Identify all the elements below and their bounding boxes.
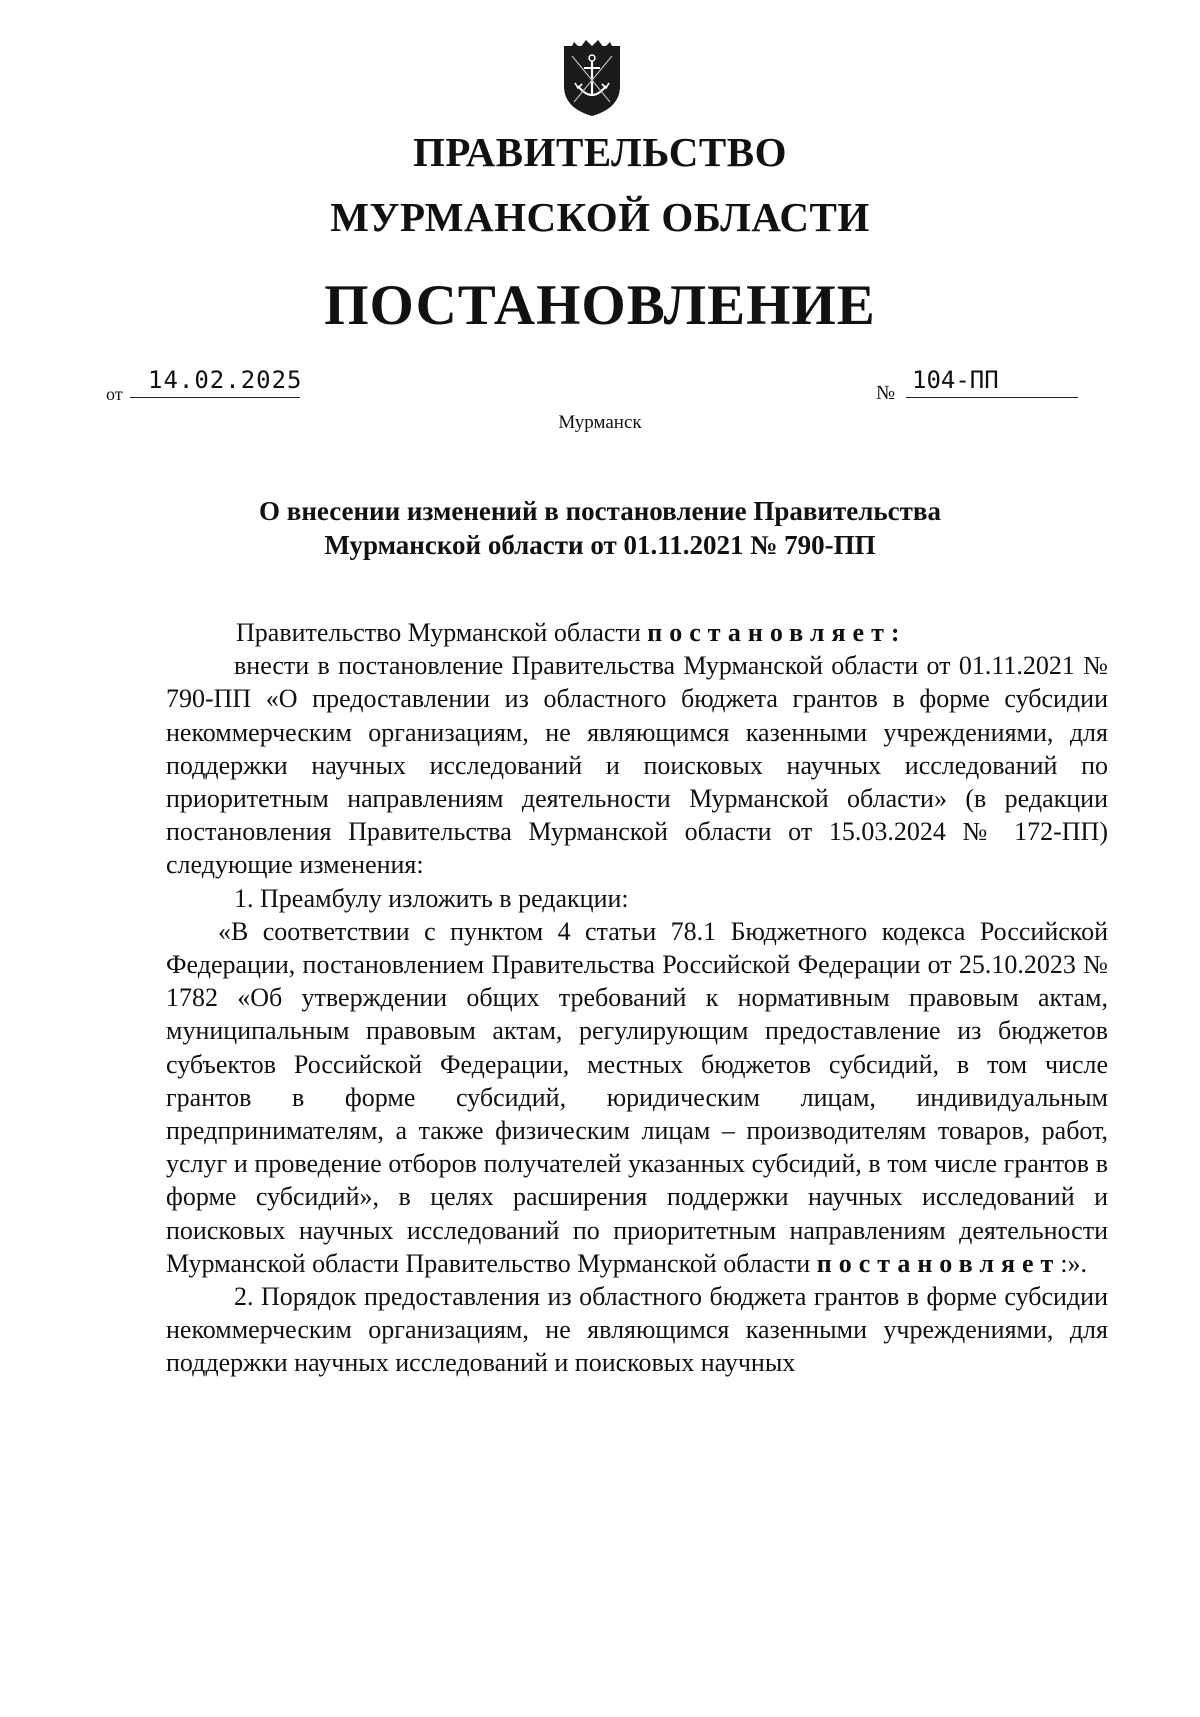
document-number: 104-ПП: [912, 366, 999, 394]
organization-title-line1: ПРАВИТЕЛЬСТВО: [412, 129, 788, 175]
intro-decree-word: постановляет:: [647, 618, 907, 647]
date-underline: [130, 397, 300, 398]
date-label: от: [106, 384, 123, 404]
subject-line1: О внесении изменений в постановление Правительства: [259, 496, 941, 526]
preamble-text: «В соответствии с пунктом 4 статьи 78.1 Бюджетного кодекса Российской Федерации, постановлением Правительства Российской Федерации от 25.10.2023 № 1782 «Об утверждении общих требований к нормативным правовым актам, муниципальным правовым актам, регулирующим предоставление из бюджетов субъектов Российской Федерации, местных бюджетов субсидий, в том числе грантов в форме субсидий, юридическим лицам, индивидуальным предпринимателям, а также физическим лицам – производителям товаров, работ, услуг и проведение отборов получателей указанных субсидий, в том числе грантов в форме субсидий», в целях расширения поддержки научных исследований и поисковых научных исследований по приоритетным направлениям деятельности Мурманской области Правительство Мурманской области: [166, 916, 1108, 1278]
paragraph-amendment: внести в постановление Правительства Мурманской области от 01.11.2021 № 790-ПП «О предоставлении из областного бюджета грантов в форме субсидии некоммерческим организациям, не являющимся казенными учреждениями, для поддержки научных исследований и поисковых научных исследований по приоритетным направлениям деятельности Мурманской области» (в редакции постановления Правительства Мурманской области от 15.03.2024 № 172-ПП) следующие изменения:: [166, 651, 1108, 880]
paragraph-item-1: 1. Преамбулу изложить в редакции:: [234, 883, 629, 913]
coat-of-arms-icon: [560, 34, 624, 118]
subject-line2: Мурманской области от 01.11.2021 № 790-ПП: [324, 530, 876, 560]
document-type: ПОСТАНОВЛЕНИЕ: [324, 274, 876, 337]
document-date: 14.02.2025: [148, 366, 303, 394]
preamble-tail: :».: [1060, 1248, 1088, 1278]
document-subject: [0, 494, 1200, 562]
intro-text: Правительство Мурманской области: [236, 618, 648, 647]
number-label: №: [876, 382, 896, 404]
preamble-decree-word: постановляет: [816, 1248, 1061, 1278]
paragraph-preamble-quote: [166, 915, 1108, 1280]
intro-paragraph: [166, 616, 1108, 649]
city: Мурманск: [558, 412, 642, 433]
number-underline: [906, 397, 1078, 398]
paragraph-item-2: 2. Порядок предоставления из областного бюджета грантов в форме субсидии некоммерческим организациям, не являющимся казенными учреждениями, для поддержки научных исследований и поисковых научных: [166, 1282, 1108, 1378]
document-body: [166, 616, 1108, 1380]
organization-title-line2: МУРМАНСКОЙ ОБЛАСТИ: [330, 194, 870, 240]
